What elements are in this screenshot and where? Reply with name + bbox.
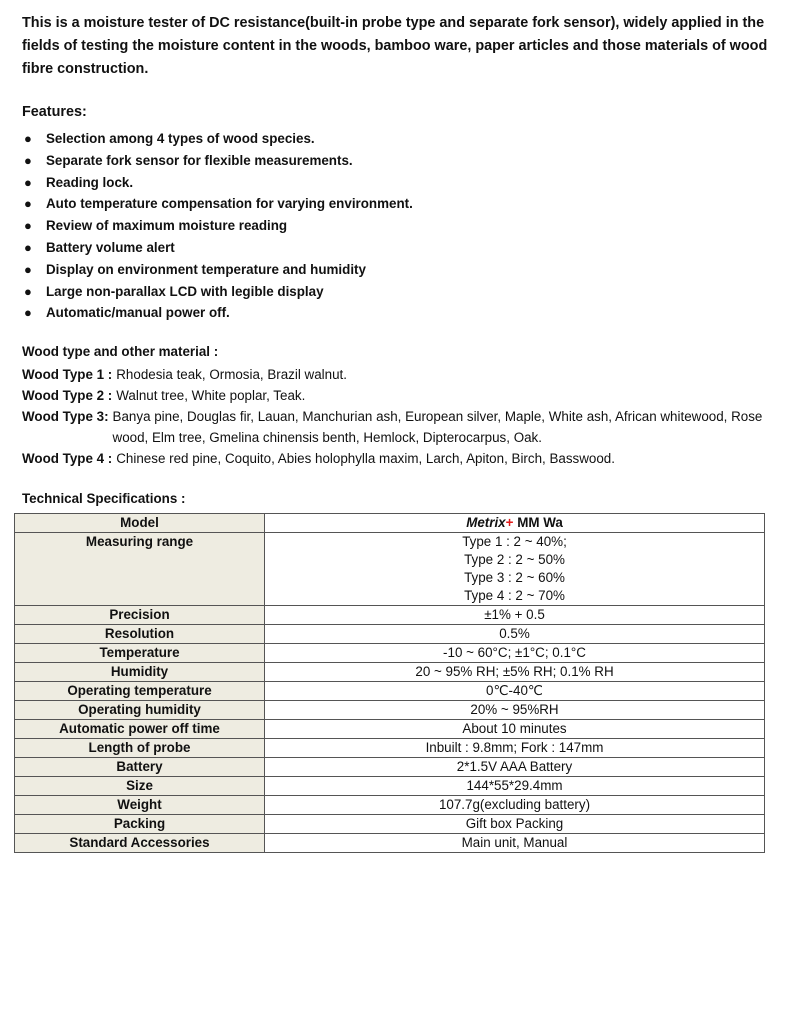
spec-label: Model <box>15 514 265 533</box>
feature-text: Automatic/manual power off. <box>46 305 230 321</box>
spec-row <box>15 644 765 663</box>
spec-value: Inbuilt : 9.8mm; Fork : 147mm <box>265 739 765 758</box>
spec-table <box>14 513 765 853</box>
range-values <box>265 533 765 606</box>
tech-specs-heading: Technical Specifications : <box>22 491 186 506</box>
wood-type-species: Rhodesia teak, Ormosia, Brazil walnut. <box>116 367 347 382</box>
model-value <box>265 514 765 533</box>
spec-row <box>15 625 765 644</box>
spec-row <box>15 606 765 625</box>
spec-row <box>15 663 765 682</box>
bullet-icon: ● <box>24 196 32 212</box>
feature-item <box>22 215 782 237</box>
spec-label: Packing <box>15 815 265 834</box>
spec-label: Measuring range <box>15 533 265 606</box>
intro-paragraph: This is a moisture tester of DC resistance(built-in probe type and separate fork sensor), widely applied in the fields of testing the moisture content in the woods, bamboo ware, paper articles and those materials of wood fibre construction. <box>22 15 768 77</box>
spec-row-model <box>15 514 765 533</box>
bullet-icon: ● <box>24 218 32 234</box>
wood-type-row <box>22 386 792 407</box>
feature-item <box>22 237 782 259</box>
spec-label: Operating temperature <box>15 682 265 701</box>
wood-type-label: Wood Type 3: <box>22 408 109 424</box>
wood-type-species: Walnut tree, White poplar, Teak. <box>116 387 306 403</box>
spec-label: Standard Accessories <box>15 834 265 853</box>
spec-label: Weight <box>15 796 265 815</box>
spec-row <box>15 682 765 701</box>
spec-value: Main unit, Manual <box>265 834 765 853</box>
feature-text: Battery volume alert <box>46 239 175 255</box>
feature-text: Auto temperature compensation for varying environment. <box>46 196 413 212</box>
wood-type-list <box>22 365 792 470</box>
spec-row-range <box>15 533 765 606</box>
bullet-icon: ● <box>24 305 32 321</box>
spec-value: Gift box Packing <box>265 815 765 834</box>
feature-item <box>22 193 782 215</box>
spec-value: About 10 minutes <box>265 720 765 739</box>
wood-type-row <box>22 365 792 386</box>
spec-label: Operating humidity <box>15 701 265 720</box>
wood-type-species: Chinese red pine, Coquito, Abies holophylla maxim, Larch, Apiton, Birch, Basswood. <box>116 450 615 466</box>
feature-text: Display on environment temperature and humidity <box>46 261 366 277</box>
feature-text: Reading lock. <box>46 174 134 190</box>
spec-label: Size <box>15 777 265 796</box>
spec-value: 144*55*29.4mm <box>265 777 765 796</box>
spec-value: 0.5% <box>265 625 765 644</box>
spec-label: Length of probe <box>15 739 265 758</box>
spec-row <box>15 834 765 853</box>
spec-label: Temperature <box>15 644 265 663</box>
spec-value: 20 ~ 95% RH; ±5% RH; 0.1% RH <box>265 663 765 682</box>
spec-row <box>15 815 765 834</box>
spec-value: -10 ~ 60°C; ±1°C; 0.1°C <box>265 644 765 663</box>
spec-row <box>15 777 765 796</box>
feature-text: Separate fork sensor for flexible measurements. <box>46 152 353 168</box>
feature-text: Selection among 4 types of wood species. <box>46 131 315 146</box>
bullet-icon: ● <box>24 152 32 168</box>
spec-value: 0℃-40℃ <box>265 682 765 701</box>
spec-value: 20% ~ 95%RH <box>265 701 765 720</box>
wood-type-heading: Wood type and other material : <box>22 344 219 359</box>
feature-text: Review of maximum moisture reading <box>46 218 288 234</box>
feature-item <box>22 150 782 172</box>
range-value: Type 1 : 2 ~ 40%; <box>462 534 567 549</box>
brand-plus: + <box>505 515 514 530</box>
spec-label: Humidity <box>15 663 265 682</box>
wood-type-row <box>22 449 792 470</box>
feature-item <box>22 281 782 303</box>
spec-label: Automatic power off time <box>15 720 265 739</box>
spec-row <box>15 796 765 815</box>
spec-label: Resolution <box>15 625 265 644</box>
bullet-icon: ● <box>24 131 32 146</box>
feature-text: Large non-parallax LCD with legible display <box>46 283 324 299</box>
wood-type-label: Wood Type 1 : <box>22 367 113 382</box>
spec-value: 107.7g(excluding battery) <box>265 796 765 815</box>
feature-item <box>22 128 782 150</box>
spec-row <box>15 720 765 739</box>
feature-item <box>22 302 782 324</box>
features-list <box>22 128 782 324</box>
features-heading: Features: <box>22 104 87 120</box>
bullet-icon: ● <box>24 261 32 277</box>
spec-label: Battery <box>15 758 265 777</box>
model-name: MM Wa <box>513 515 563 530</box>
spec-row <box>15 701 765 720</box>
spec-label: Precision <box>15 606 265 625</box>
bullet-icon: ● <box>24 239 32 255</box>
bullet-icon: ● <box>24 283 32 299</box>
wood-type-label: Wood Type 4 : <box>22 450 113 466</box>
range-value: Type 4 : 2 ~ 70% <box>464 588 565 603</box>
spec-value: ±1% + 0.5 <box>265 606 765 625</box>
spec-value: 2*1.5V AAA Battery <box>265 758 765 777</box>
wood-type-species: Banya pine, Douglas fir, Lauan, Manchurian ash, European silver, Maple, White ash, African whitewood, Rose wood, Elm tree, Gmelina chinensis benth, Hemlock, Dipterocarpus, Oak. <box>112 408 763 445</box>
wood-type-label: Wood Type 2 : <box>22 387 113 403</box>
spec-row <box>15 758 765 777</box>
bullet-icon: ● <box>24 174 32 190</box>
brand-name: Metrix <box>466 515 506 530</box>
range-value: Type 2 : 2 ~ 50% <box>464 552 565 567</box>
feature-item <box>22 259 782 281</box>
range-value: Type 3 : 2 ~ 60% <box>464 570 565 585</box>
wood-type-row <box>22 407 792 449</box>
spec-row <box>15 739 765 758</box>
feature-item <box>22 172 782 194</box>
